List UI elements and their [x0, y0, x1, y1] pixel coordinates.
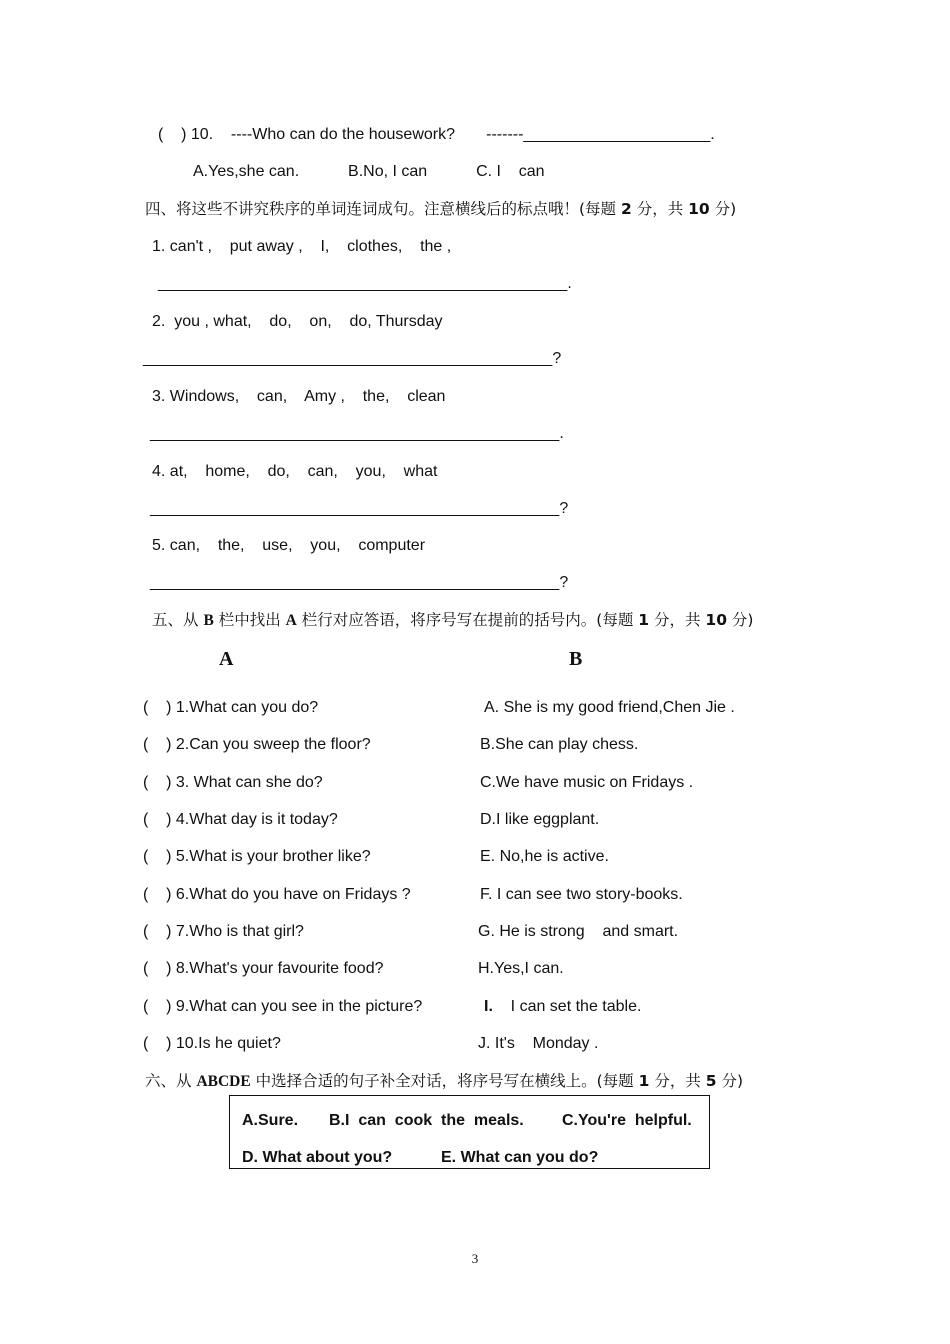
s4-item-2-words: 2. you , what, do, on, do, Thursday	[152, 313, 443, 330]
section-6-heading: 六、从 ABCDE 中选择合适的句子补全对话，将序号写在横线上。(每题 1 分，共 5 分)	[145, 1072, 744, 1090]
s5-answer-a: A. She is my good friend,Chen Jie .	[484, 699, 735, 716]
s5-answer-j: J. It's Monday .	[478, 1035, 599, 1052]
s5-question-5: ( ) 5.What is your brother like?	[143, 848, 371, 865]
s4-item-4-blank: ______________________________________________?	[150, 500, 569, 517]
s5-answer-i: I. I can set the table.	[484, 998, 642, 1015]
s5-question-6: ( ) 6.What do you have on Fridays ?	[143, 886, 411, 903]
s5-question-4: ( ) 4.What day is it today?	[143, 811, 338, 828]
s4-item-1-blank: ______________________________________________.	[158, 275, 572, 292]
box-option-c: C.You're helpful.	[562, 1112, 692, 1129]
q10-options: A.Yes,she can. B.No, I can C. I can	[193, 163, 545, 180]
s4-item-3-words: 3. Windows, can, Amy , the, clean	[152, 388, 446, 405]
s4-item-1-words: 1. can't , put away , I, clothes, the ,	[152, 238, 452, 255]
options-box	[229, 1095, 710, 1169]
s5-answer-b: B.She can play chess.	[480, 736, 639, 753]
s5-answer-c: C.We have music on Fridays .	[480, 774, 694, 791]
s5-question-10: ( ) 10.Is he quiet?	[143, 1035, 281, 1052]
s5-question-3: ( ) 3. What can she do?	[143, 774, 323, 791]
q10-stem: ( ) 10. ----Who can do the housework? -------_____________________.	[158, 126, 715, 143]
box-option-d: D. What about you?	[242, 1149, 393, 1166]
s5-answer-e: E. No,he is active.	[480, 848, 609, 865]
s5-question-8: ( ) 8.What's your favourite food?	[143, 960, 384, 977]
box-option-b: B.I can cook the meals.	[329, 1112, 524, 1129]
s4-item-3-blank: ______________________________________________.	[150, 425, 564, 442]
box-option-a: A.Sure.	[242, 1112, 299, 1129]
column-b-heading: B	[569, 648, 583, 670]
box-option-e: E. What can you do?	[441, 1149, 599, 1166]
s5-question-7: ( ) 7.Who is that girl?	[143, 923, 304, 940]
column-a-heading: A	[219, 648, 234, 670]
section-5-heading: 五、从 B 栏中找出 A 栏行对应答语，将序号写在提前的括号内。(每题 1 分，共 10 分)	[152, 611, 754, 629]
s5-answer-f: F. I can see two story-books.	[480, 886, 683, 903]
s4-item-5-words: 5. can, the, use, you, computer	[152, 537, 426, 554]
page-number: 3	[471, 1251, 479, 1266]
s4-item-2-blank: ______________________________________________?	[143, 350, 562, 367]
s5-answer-g: G. He is strong and smart.	[478, 923, 679, 940]
s5-answer-d: D.I like eggplant.	[480, 811, 600, 828]
s5-answer-h: H.Yes,I can.	[478, 960, 564, 977]
s5-question-9: ( ) 9.What can you see in the picture?	[143, 998, 423, 1015]
s4-item-5-blank: ______________________________________________?	[150, 574, 569, 591]
section-4-heading: 四、将这些不讲究秩序的单词连词成句。注意横线后的标点哦！(每题 2 分，共 10 分)	[145, 200, 737, 218]
s5-question-2: ( ) 2.Can you sweep the floor?	[143, 736, 371, 753]
s5-question-1: ( ) 1.What can you do?	[143, 699, 319, 716]
s4-item-4-words: 4. at, home, do, can, you, what	[152, 463, 438, 480]
